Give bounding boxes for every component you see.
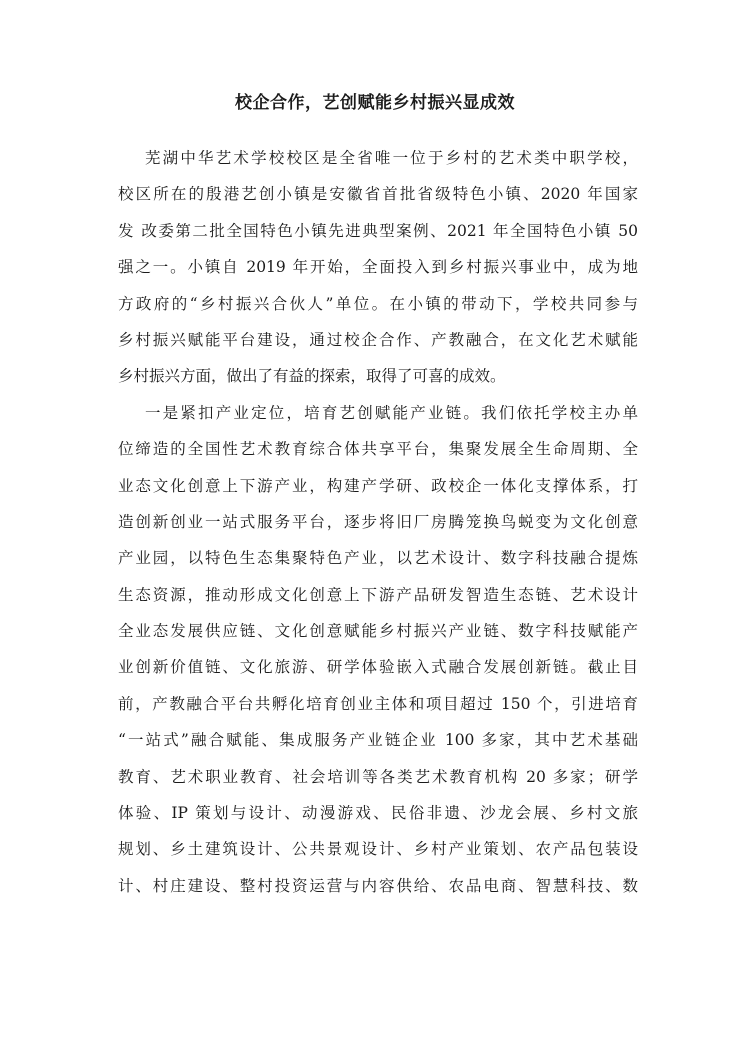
paragraph-intro xyxy=(118,140,638,395)
text-line: 教育、艺术职业教育、社会培训等各类艺术教育机构 20 多家；研学 xyxy=(118,767,638,786)
paragraph-industry-chain xyxy=(118,395,638,904)
text-line: 产业园，以特色生态集聚特色产业，以艺术设计、数字科技融合提炼 xyxy=(118,549,638,568)
document-body xyxy=(118,140,638,904)
text-line: 乡村振兴方面，做出了有益的探索，取得了可喜的成效。 xyxy=(118,367,506,386)
text-line: 前，产教融合平台共孵化培育创业主体和项目超过 150 个，引进培育 xyxy=(118,694,638,713)
text-line: 业创新价值链、文化旅游、研学体验嵌入式融合发展创新链。截止目 xyxy=(118,658,638,677)
text-line: 计、村庄建设、整村投资运营与内容供给、农品电商、智慧科技、数 xyxy=(118,876,638,895)
text-line: 方政府的“乡村振兴合伙人”单位。在小镇的带动下，学校共同参与 xyxy=(118,294,638,313)
text-line: 一是紧扣产业定位，培育艺创赋能产业链。我们依托学校主办单 xyxy=(145,403,638,422)
text-line: 位缔造的全国性艺术教育综合体共享平台，集聚发展全生命周期、全 xyxy=(118,440,638,459)
text-line: 体验、IP 策划与设计、动漫游戏、民俗非遗、沙龙会展、乡村文旅 xyxy=(118,804,638,823)
text-line: 发 改委第二批全国特色小镇先进典型案例、2021 年全国特色小镇 50 xyxy=(118,221,638,240)
text-line: “一站式”融合赋能、集成服务产业链企业 100 多家，其中艺术基础 xyxy=(118,731,638,750)
text-line: 生态资源，推动形成文化创意上下游产品研发智造生态链、艺术设计 xyxy=(118,585,638,604)
text-line: 全业态发展供应链、文化创意赋能乡村振兴产业链、数字科技赋能产 xyxy=(118,622,638,641)
text-line: 校区所在的殷港艺创小镇是安徽省首批省级特色小镇、2020 年国家 xyxy=(118,185,638,204)
text-line: 造创新创业一站式服务平台，逐步将旧厂房腾笼换鸟蜕变为文化创意 xyxy=(118,512,638,531)
text-line: 乡村振兴赋能平台建设，通过校企合作、产教融合，在文化艺术赋能 xyxy=(118,330,638,349)
document-title: 校企合作，艺创赋能乡村振兴显成效 xyxy=(235,93,515,113)
text-line: 强之一。小镇自 2019 年开始，全面投入到乡村振兴事业中，成为地 xyxy=(118,258,638,277)
text-line: 业态文化创意上下游产业，构建产学研、政校企一体化支撑体系，打 xyxy=(118,476,638,495)
text-line: 芜湖中华艺术学校校区是全省唯一位于乡村的艺术类中职学校， xyxy=(145,149,638,167)
text-line: 规划、乡土建筑设计、公共景观设计、乡村产业策划、农产品包装设 xyxy=(118,840,638,859)
